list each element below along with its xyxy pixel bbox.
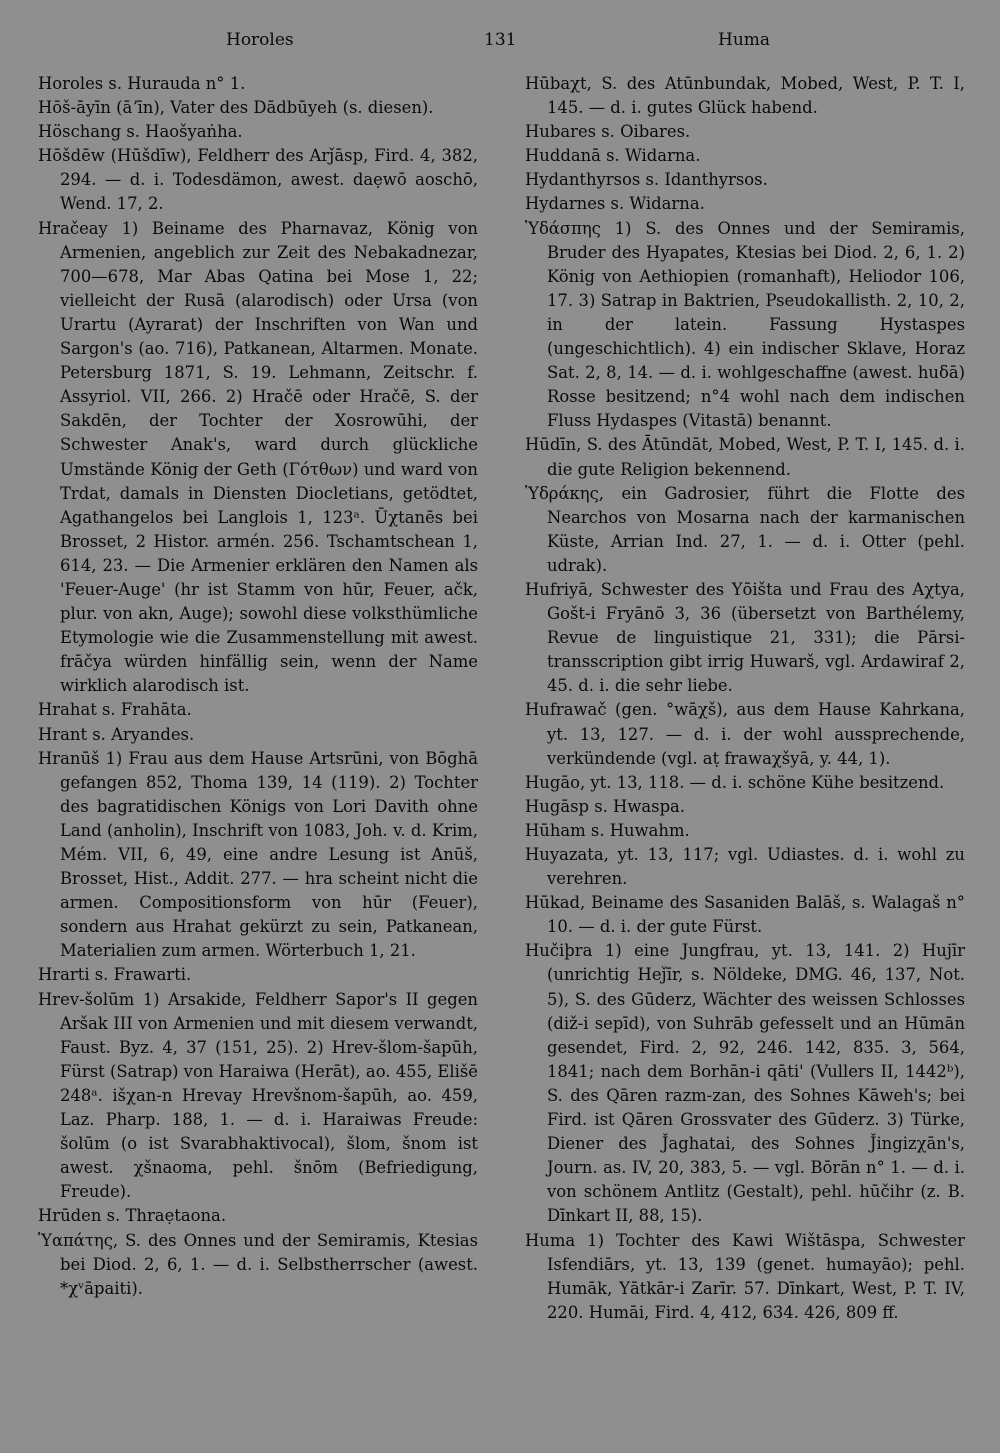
- dictionary-entry: Ὑδάσπης 1) S. des Onnes und der Semiramis, Bruder des Hyapates, Ktesias bei Diod. 2, 6, 1. 2) König von Aethiopien (romanhaft), Heliodor 106, 17. 3) Satrap in Baktrien, Pseudokallisth. 2, 10, 2, in der latein. Fassung Hystaspes (ungeschichtlich). 4) ein indischer Sklave, Horaz Sat. 2, 8, 14. — d. i. wohlgeschaffne (awest. huδā) Rosse besitzend; n°4 wohl nach dem indischen Fluss Hydaspes (Vitastā) benannt.: [525, 218, 965, 431]
- dictionary-entry: Ὑδράκης, ein Gadrosier, führt die Flotte des Nearchos von Mosarna nach der karmanischen Küste, Arrian Ind. 27, 1. — d. i. Otter (pehl. udrak).: [525, 483, 965, 575]
- dictionary-entry: Hrev-šolūm 1) Arsakide, Feldherr Sapor's II gegen Aršak III von Armenien und mit diesem verwandt, Faust. Byz. 4, 37 (151, 25). 2) Hrev-šlom-šapūh, Fürst (Satrap) von Haraiwa (Herāt), ao. 455, Elišē 248ᵃ. išχan-n Hrevay Hrevšnom-šapūh, ao. 459, Laz. Pharp. 188, 1. — d. i. Haraiwas Freude: šolūm (o ist Svarabhaktivocal), šlom, šnom ist awest. χšnaoma, pehl. šnōm (Befriedigung, Freude).: [38, 989, 478, 1202]
- right-column: [525, 72, 965, 1325]
- dictionary-entry: Hūdīn, S. des Ātūndāt, Mobed, West, P. T. I, 145. d. i. die gute Religion bekennend.: [525, 435, 965, 479]
- dictionary-entry: Hugāsp s. Hwaspa.: [525, 796, 686, 816]
- dictionary-entry: Huddanā s. Widarna.: [525, 146, 701, 166]
- running-header: [0, 30, 1000, 56]
- dictionary-entry: Huma 1) Tochter des Kawi Wištāspa, Schwester Isfendiārs, yt. 13, 139 (genet. humayāo); pehl. Humāk, Yātkār-i Zarīr. 57. Dīnkart, West, P. T. IV, 220. Humāi, Fird. 4, 412, 634. 426, 809 ff.: [525, 1230, 965, 1322]
- dictionary-entry: Hrarti s. Frawarti.: [38, 965, 192, 985]
- dictionary-entry: Hrūden s. Thraẹtaona.: [38, 1206, 227, 1226]
- dictionary-entry: Hōšdēw (Hūšdīw), Feldherr des Arǰāsp, Fird. 4, 382, 294. — d. i. Todesdämon, awest. daẹwō aoschō, Wend. 17, 2.: [38, 146, 478, 214]
- dictionary-entry: Hučiþra 1) eine Jungfrau, yt. 13, 141. 2) Hujīr (unrichtig Heǰīr, s. Nöldeke, DMG. 46, 137, Not. 5), S. des Gūderz, Wächter des weissen Schlosses (diž-i sepīd), von Suhrāb gefesselt und an Hūmān gesendet, Fird. 2, 92, 246. 142, 835. 3, 564, 1841; nach dem Borhān-i qāti' (Vullers II, 1442ᵇ), S. des Qāren razm-zan, des Sohnes Kāweh's; bei Fird. ist Qāren Grossvater des Gūderz. 3) Türke, Diener des J̌aghatai, des Sohnes J̌ingizχān's, Journ. as. IV, 20, 383, 5. — vgl. Bōrān n° 1. — d. i. von schönem Antlitz (Gestalt), pehl. hūčihr (z. B. Dīnkart II, 88, 15).: [525, 941, 965, 1226]
- header-right-word: Huma: [718, 30, 771, 50]
- dictionary-entry: Hrant s. Aryandes.: [38, 724, 195, 744]
- dictionary-entry: Hranūš 1) Frau aus dem Hause Artsrūni, von Bōghā gefangen 852, Thoma 139, 14 (119). 2) Tochter des bagratidischen Königs von Lori Davith ohne Land (anholin), Inschrift von 1083, Joh. v. d. Krim, Mém. VII, 6, 49, eine andre Lesung ist Anūš, Brosset, Hist., Addit. 277. — hra scheint nicht die armen. Compositionsform von hūr (Feuer), sondern aus Hrahat gekürzt zu sein, Patkanean, Materialien zum armen. Wörterbuch 1, 21.: [38, 748, 478, 961]
- dictionary-entry: Hufriyā, Schwester des Yōišta und Frau des Aχtya, Gošt-i Fryānō 3, 36 (übersetzt von Barthélemy, Revue de linguistique 21, 331); die Pārsi-transscription gibt irrig Huwarš, vgl. Ardawiraf 2, 45. d. i. die sehr liebe.: [525, 579, 965, 696]
- dictionary-entry: Hūkad, Beiname des Sasaniden Balāš, s. Walagaš n° 10. — d. i. der gute Fürst.: [525, 893, 965, 937]
- dictionary-entry: Hufrawač (gen. °wāχš), aus dem Hause Kahrkana, yt. 13, 127. — d. i. der wohl aussprechende, verkündende (vgl. aṭ frawaχšyā, y. 44, 1).: [525, 700, 965, 768]
- dictionary-entry: Hugāo, yt. 13, 118. — d. i. schöne Kühe besitzend.: [525, 772, 945, 792]
- dictionary-entry: Hračeay 1) Beiname des Pharnavaz, König von Armenien, angeblich zur Zeit des Nebakadnezar, 700—678, Mar Abas Qatina bei Mose 1, 22; vielleicht der Rusā (alarodisch) oder Ursa (von Urartu (Ayrarat) der Inschriften von Wan und Sargon's (ao. 716), Patkanean, Altarmen. Monate. Petersburg 1871, S. 19. Lehmann, Zeitschr. f. Assyriol. VII, 266. 2) Hračē oder Hračē, S. der Sakdēn, der Tochter der Xosrowūhi, der Schwester Anak's, ward durch glückliche Umstände König der Geth (Γότθων) und ward von Trdat, damals in Diensten Diocletians, getödtet, Agathangelos bei Langlois 1, 123ᵃ. Ūχtanēs bei Brosset, 2 Histor. armén. 256. Tschamtschean 1, 614, 23. — Die Armenier erklären den Namen als 'Feuer-Auge' (hr ist Stamm von hūr, Feuer, ačk, plur. von akn, Auge); sowohl diese volksthümliche Etymologie wie die Zusammenstellung mit awest. frāčya würden hinfällig sein, wenn der Name wirklich alarodisch ist.: [38, 218, 478, 696]
- page-number: 131: [484, 30, 517, 50]
- dictionary-entry: Hūham s. Huwahm.: [525, 820, 690, 840]
- dictionary-entry: Ὑαπάτης, S. des Onnes und der Semiramis, Ktesias bei Diod. 2, 6, 1. — d. i. Selbstherrscher (awest. *χᵛāpaiti).: [38, 1230, 478, 1298]
- dictionary-entry: Hōš-āyīn (āʼīn), Vater des Dādbūyeh (s. diesen).: [38, 98, 434, 118]
- dictionary-entry: Hydanthyrsos s. Idanthyrsos.: [525, 170, 768, 190]
- dictionary-entry: Hūbaχt, S. des Atūnbundak, Mobed, West, P. T. I, 145. — d. i. gutes Glück habend.: [525, 74, 965, 118]
- dictionary-entry: Höschang s. Haošyaṅha.: [38, 122, 243, 142]
- dictionary-entry: Huyazata, yt. 13, 117; vgl. Udiastes. d. i. wohl zu verehren.: [525, 845, 965, 889]
- dictionary-entry: Hubares s. Oibares.: [525, 122, 691, 142]
- left-column: [38, 72, 478, 1301]
- dictionary-entry: Hydarnes s. Widarna.: [525, 194, 705, 214]
- dictionary-entry: Hrahat s. Frahāta.: [38, 700, 192, 720]
- dictionary-entry: Horoles s. Hurauda n° 1.: [38, 74, 246, 93]
- header-left-word: Horoles: [226, 30, 294, 50]
